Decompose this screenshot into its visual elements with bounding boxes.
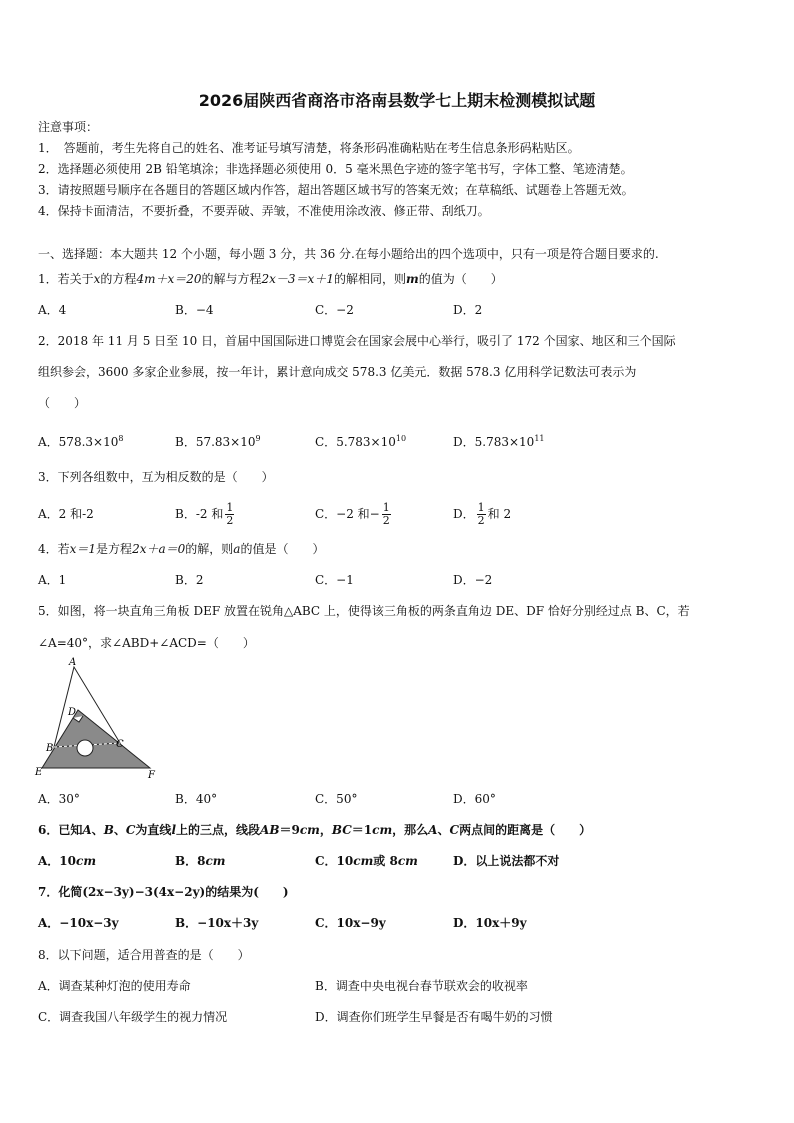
notice-item: 4．保持卡面清洁，不要折叠，不要弄破、弄皱，不准使用涂改液、修正带、刮纸刀。	[38, 204, 490, 218]
question-1: 1．若关于x的方程4m＋x＝20的解与方程2x－3＝x＋1的解相同，则m的值为（ ）	[38, 272, 503, 286]
q2-option-c: C．$5.783\times 10^{10}$	[315, 434, 407, 449]
label-c: C	[116, 739, 124, 750]
q4-option-b: B．2	[175, 573, 204, 587]
circle-hole	[77, 740, 93, 756]
notice-item: 2．选择题必须使用 2B 铅笔填涂；非选择题必须使用 0．5 毫米黑色字迹的签字笔书写，字体工整、笔迹清楚。	[38, 162, 633, 176]
notice-heading: 注意事项：	[38, 120, 99, 134]
q3-option-b: B．-2 和 $\frac{1}{2}$	[175, 501, 234, 527]
question-2-line-2: 组织参会，3600 多家企业参展，按一年计，累计意向成交 578.3 亿美元．数据 578.3 亿用科学记数法可表示为	[38, 365, 637, 379]
q7-option-a: A．−10x−3y	[38, 916, 119, 930]
q1-option-d: D．2	[453, 303, 483, 317]
question-2-line-1: 2．2018 年 11 月 5 日至 10 日，首届中国国际进口博览会在国家会展中心举行，吸引了 172 个国家、地区和三个国际	[38, 334, 676, 348]
q8-option-a: A．调查某种灯泡的使用寿命	[38, 979, 191, 993]
q1-option-c: C．−2	[315, 303, 354, 317]
label-d: D	[68, 707, 77, 718]
page-title: 2026届陕西省商洛市洛南县数学七上期末检测模拟试题	[198, 91, 596, 110]
question-4: 4．若x＝1是方程2x＋a＝0的解，则a的值是（ ）	[38, 542, 325, 556]
q4-option-d: D．−2	[453, 573, 493, 587]
q5-option-b: B．40°	[175, 792, 218, 806]
label-a: A	[69, 657, 77, 668]
question-5-line-2: ∠A=40°，求∠ABD+∠ACD=（ ）	[38, 636, 255, 650]
question-3: 3．下列各组数中，互为相反数的是（ ）	[38, 470, 274, 484]
q3-option-d: D． $\frac{1}{2}$ 和 2	[453, 501, 512, 527]
section-heading: 一、选择题：本大题共 12 个小题，每小题 3 分，共 36 分.在每小题给出的四个选项中，只有一项是符合题目要求的.	[38, 247, 659, 261]
q6-option-b: B．8cm	[175, 854, 226, 868]
q8-option-c: C．调查我国八年级学生的视力情况	[38, 1010, 228, 1024]
triangle-figure	[32, 655, 162, 783]
question-5-line-1: 5．如图，将一块直角三角板 DEF 放置在锐角△ABC 上，使得该三角板的两条直角边 DE、DF 恰好分别经过点 B、C，若	[38, 604, 690, 618]
notice-item: 1． 答题前，考生先将自己的姓名、准考证号填写清楚，将条形码准确粘贴在考生信息条形码粘贴区。	[38, 141, 580, 155]
q7-option-c: C．10x−9y	[315, 916, 386, 930]
q2-option-b: B．$57.83\times 10^9$	[175, 434, 261, 449]
triangle-def	[42, 710, 150, 768]
q5-option-d: D．60°	[453, 792, 496, 806]
notice-item: 3．请按照题号顺序在各题目的答题区域内作答，超出答题区域书写的答案无效；在草稿纸、试题卷上答题无效。	[38, 183, 634, 197]
q1-option-a: A．4	[38, 303, 67, 317]
q3-option-c: C．−2 和− $\frac{1}{2}$	[315, 501, 390, 527]
question-8: 8．以下问题，适合用普查的是（ ）	[38, 948, 250, 962]
q5-option-a: A．30°	[38, 792, 80, 806]
label-b: B	[46, 743, 54, 754]
q5-option-c: C．50°	[315, 792, 358, 806]
label-f: F	[148, 770, 155, 781]
q3-option-a: A．2 和-2	[38, 507, 94, 521]
question-2-line-3: （ ）	[38, 396, 87, 410]
q2-option-d: D．$5.783\times 10^{11}$	[453, 434, 545, 449]
q4-option-c: C．−1	[315, 573, 354, 587]
q7-option-b: B．−10x＋3y	[175, 916, 259, 930]
q6-option-a: A．10cm	[38, 854, 97, 868]
q4-option-a: A．1	[38, 573, 67, 587]
q7-option-d: D．10x＋9y	[453, 916, 527, 930]
q6-option-d: D．以上说法都不对	[453, 854, 560, 868]
question-7: 7．化简(2x−3y)−3(4x−2y)的结果为( )	[38, 885, 289, 899]
q6-option-c: C．10cm或 8cm	[315, 854, 418, 868]
q2-option-a: A．$578.3\times 10^8$	[38, 434, 124, 449]
q1-option-b: B．−4	[175, 303, 214, 317]
question-6: 6．已知A、B、C为直线l上的三点，线段AB＝9cm，BC＝1cm，那么A、C两点间的距离是（ ）	[38, 823, 592, 837]
label-e: E	[35, 767, 43, 778]
q8-option-b: B．调查中央电视台春节联欢会的收视率	[315, 979, 528, 993]
q8-option-d: D．调查你们班学生早餐是否有喝牛奶的习惯	[315, 1010, 553, 1024]
